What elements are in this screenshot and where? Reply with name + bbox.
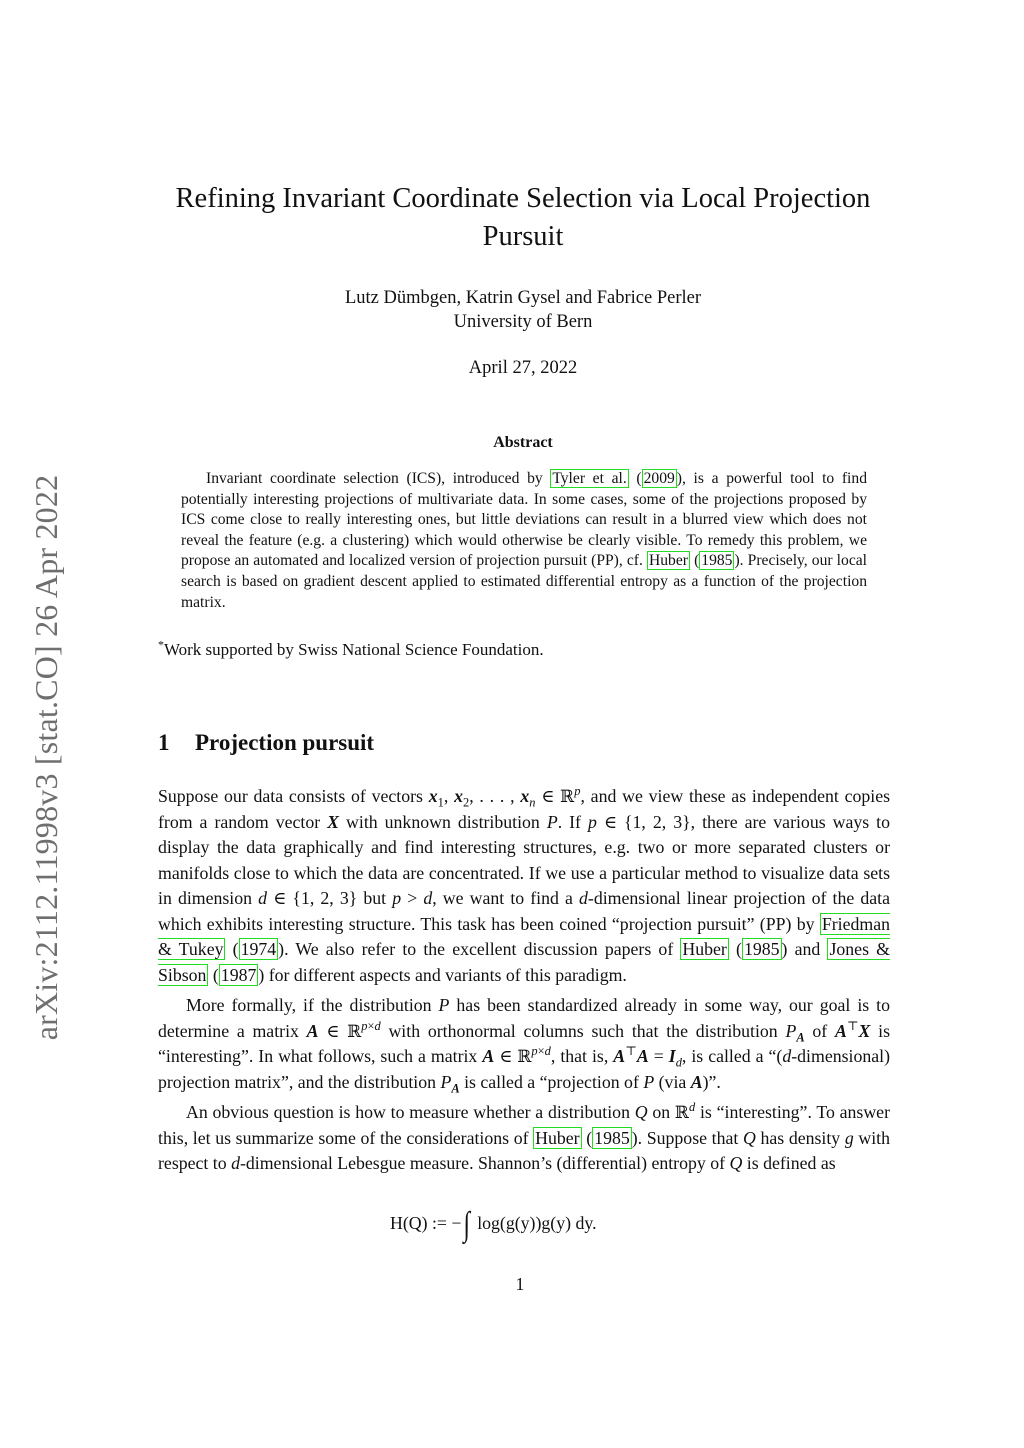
funding-footnote [158, 639, 898, 661]
paper-title: Refining Invariant Coordinate Selection via Local Projection Pursuit [175, 183, 871, 252]
paragraph-3: An obvious question is how to measure whether a distribution Q on ℝ$^d$ is “interesting”. To answer this, let us summarize some of the considerations of Huber ( 1985 ). Suppose that Q has density g with respect to d-dimensional Lebesgue measure. Shannon’s (differential) entropy of Q is defined as [158, 1100, 890, 1173]
citation-link-huber[interactable]: Huber [649, 552, 688, 570]
citation-year-link-friedman-tukey[interactable]: 1974 [240, 939, 277, 959]
author-block [140, 286, 906, 334]
abstract-text: Invariant coordinate selection (ICS), introduced by [206, 470, 551, 487]
abstract-body: Invariant coordinate selection (ICS), introduced by Tyler et al. ( 2009 ), is a powerful tool to find potentially interesting projections of multivariate data. In some cases, some of the projections proposed by ICS come close to really interesting ones, but little deviations can result in a blurred view which does not reveal the feature (e.g. a clustering) which would otherwise be clearly visible. To remedy this problem, we propose an automated and localized version of projection pursuit (PP), cf. Huber ( 1985 ). Precisely, our local search is based on gradient descent applied to estimated differential entropy as a function of the projection matrix. [181, 470, 867, 611]
abstract-text: ), is a powerful tool to find potentially interesting projections of multivariate data. In some cases, some of the projections proposed by ICS come close to really interesting ones, but little deviations can result in a blurred view which does not reveal the feature (e.g. a clustering) which would otherwise be clearly visible. To remedy this problem, we propose an automated and localized version of projection pursuit (PP), cf. [181, 470, 867, 570]
integral-sign: ∫ [463, 1205, 471, 1243]
equation-assign: := − [427, 1213, 462, 1233]
paragraph-1: Suppose our data consists of vectors $x_1$, $x_2$, . . . , $x_n$ ∈ ℝ$^p$, and we view these as independent copies from a random vector X with unknown distribution P. If p ∈ {1, 2, 3}, there are various ways to display the data graphically and find interesting structures, e.g. two or more separated clusters or manifolds close to which the data are concentrated. If we use a particular method to visualize data sets in dimension d ∈ {1, 2, 3} but p > d, we want to find a d-dimensional linear projection of the data which exhibits interesting structure. This task has been coined “projection pursuit” (PP) by Friedman & Tukey ( 1974 ). We also refer to the excellent discussion papers of Huber ( 1985 ) and Jones & Sibson ( 1987 ) for different aspects and variants of this paradigm. [158, 784, 891, 985]
page-number: 1 [515, 1274, 525, 1294]
paper-date: April 27, 2022 [468, 358, 578, 378]
footnote-marker: * [158, 637, 164, 652]
arxiv-sidebar [28, 445, 64, 1070]
paragraph-2: More formally, if the distribution P has been standardized already in some way, our goal is to determine a matrix A ∈ ℝ$^{p\times d}$ with orthonormal columns such that the distribution $P_A$ of A⊤X is “interesting”. In what follows, such a matrix A ∈ ℝ$^{p\times d}$, that is, $A^⊤A = I_d$, is called a “(d-dimensional) projection matrix”, and the distribution $P_A$ is called a “projection of P (via A)”. [158, 995, 891, 1096]
citation-link-friedman-tukey[interactable]: Friedman & Tukey [158, 913, 890, 959]
equation-rhs: log(g(y))g(y) dy. [472, 1213, 597, 1233]
author-names: Lutz Dümbgen, Katrin Gysel and Fabrice Perler [344, 288, 702, 308]
entropy-equation [390, 1203, 690, 1243]
abstract-heading: Abstract [493, 434, 553, 451]
citation-year-link-huber[interactable]: 1985 [701, 552, 733, 570]
citation-link-jones-sibson[interactable]: Jones & Sibson [158, 939, 891, 985]
citation-year-link-jones-sibson[interactable]: 1987 [220, 964, 257, 985]
citation-year-link-huber-3[interactable]: 1985 [594, 1127, 630, 1148]
section-body [158, 784, 890, 1182]
citation-link-huber-3[interactable]: Huber [535, 1127, 580, 1148]
citation-year-link-tyler[interactable]: 2009 [643, 470, 675, 487]
citation-link-huber-2[interactable]: Huber [682, 939, 727, 959]
citation-year-link-huber-2[interactable]: 1985 [743, 939, 780, 959]
section-title: Projection pursuit [195, 730, 375, 755]
affiliation: University of Bern [453, 312, 593, 332]
footnote-text: Work supported by Swiss National Science Foundation. [163, 640, 544, 659]
citation-link-tyler[interactable]: Tyler et al. [552, 470, 627, 487]
abstract-text: ). Precisely, our local search is based on gradient descent applied to estimated differential entropy as a function of the projection matrix. [181, 552, 867, 611]
equation-lhs: H(Q) [390, 1213, 428, 1233]
arxiv-identifier: arXiv:2112.11998v3 [stat.CO] 26 Apr 2022 [28, 474, 64, 1041]
section-number: 1 [158, 730, 170, 755]
section-heading [158, 728, 858, 758]
